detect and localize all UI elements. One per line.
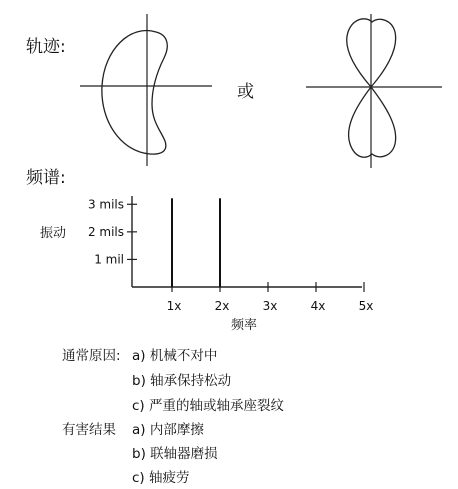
- x-tick-label: 1x: [166, 299, 182, 313]
- effect-item: c) 轴疲劳: [132, 470, 190, 486]
- crescent-orbit-trace: [102, 31, 167, 155]
- cause-item: c) 严重的轴或轴承座裂纹: [132, 398, 284, 414]
- causes-label: 通常原因:: [62, 348, 121, 364]
- cause-item: a) 机械不对中: [132, 348, 218, 364]
- cause-item: b) 轴承保持松动: [132, 373, 232, 389]
- x-tick-label: 3x: [262, 299, 278, 313]
- effect-item: b) 联轴器磨损: [132, 446, 218, 462]
- x-tick-label: 5x: [358, 299, 374, 313]
- x-tick-label: 2x: [214, 299, 230, 313]
- spectrum-bars: [172, 198, 220, 287]
- y-tick-label: 3 mils: [87, 197, 124, 212]
- spectrum-heading: 频谱:: [26, 168, 66, 188]
- y-axis-label: 振动: [40, 225, 67, 241]
- y-tick-label: 2 mils: [87, 224, 124, 239]
- effect-item: a) 内部摩擦: [132, 422, 204, 438]
- figure-eight-orbit-diagram: [300, 10, 450, 170]
- or-label: 或: [237, 82, 254, 102]
- vibration-spectrum-chart: [0, 190, 458, 335]
- effects-label: 有害结果: [62, 422, 116, 438]
- crescent-orbit-diagram: [70, 10, 220, 170]
- y-tick-label: 1 mil: [94, 252, 124, 267]
- x-axis-label: 频率: [230, 318, 258, 333]
- y-axis-ticks: [88, 197, 137, 266]
- orbit-heading: 轨迹:: [26, 37, 66, 57]
- x-tick-label: 4x: [310, 299, 326, 313]
